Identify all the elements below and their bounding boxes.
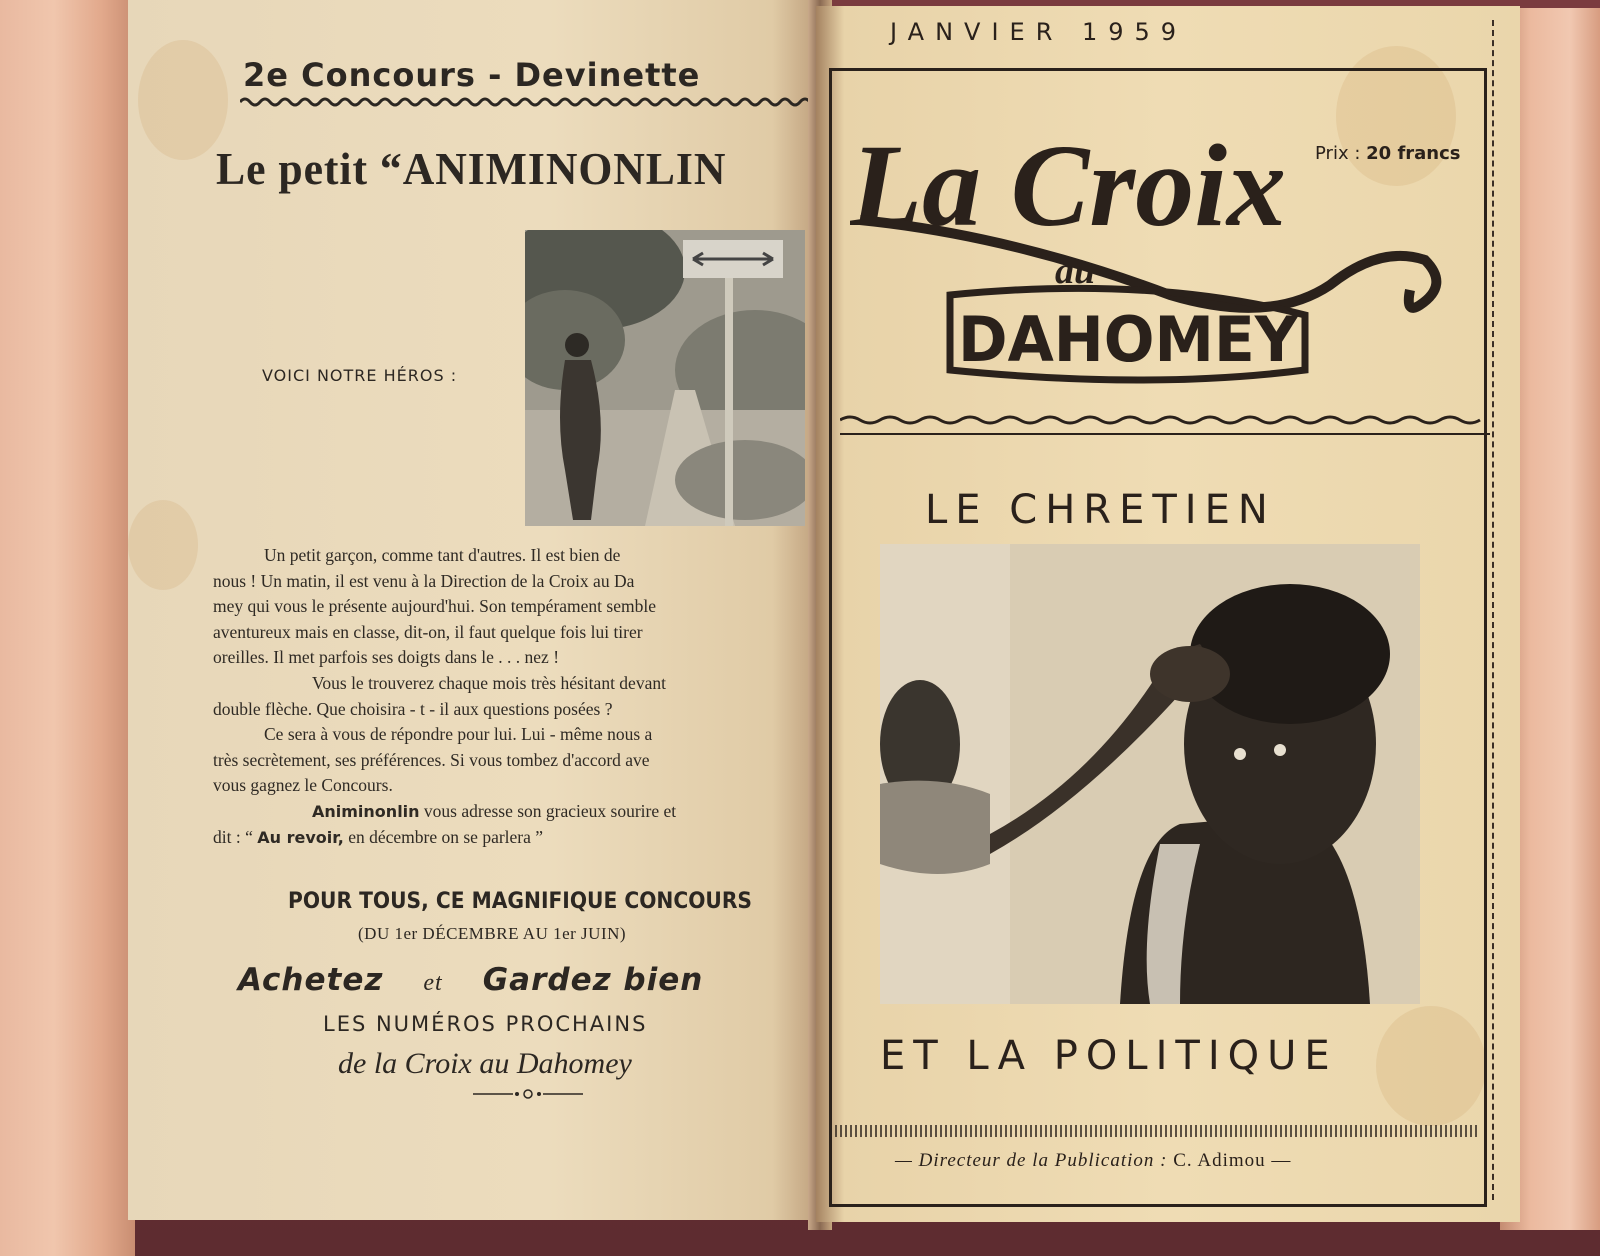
animinonlin-name: Animinonlin [312,802,420,821]
animinonlin-rest: vous adresse son gracieux sourire et [419,801,677,821]
paragraph-line: Ce sera à vous de répondre pour lui. Lui - même nous a [264,724,653,744]
headline-bottom: ET LA POLITIQUE [880,1033,1338,1079]
croix-italic-line: de la Croix au Dahomey [338,1047,632,1080]
ornament-divider [473,1088,583,1100]
gardez-word: Gardez bien [482,962,704,998]
paragraph-line: double flèche. Que choisira - t - il aux questions posées ? [213,699,613,719]
left-page [128,0,828,1220]
cover-photo [880,544,1420,1004]
numeros-line: LES NUMÉROS PROCHAINS [323,1012,648,1036]
paragraph-line: très secrètement, ses préférences. Si vous tombez d'accord ave [213,750,650,770]
paragraph-line: oreilles. Il met parfois ses doigts dans le . . . nez ! [213,647,560,667]
et-word: et [423,970,443,996]
page-edges-left [0,0,135,1256]
revoir-bold: Au revoir, [257,828,344,847]
cover-photo-illustration [880,544,1420,1004]
price-label: Prix : [1315,143,1361,164]
masthead-logo [850,85,1470,405]
logo-au: au [1055,250,1096,292]
paper-stain [128,500,198,590]
paragraph-line-revoir [213,825,543,851]
publisher-name: C. Adimou — [1173,1150,1292,1171]
cover-frame-dashed [1492,20,1496,1200]
hero-label: VOICI NOTRE HÉROS : [262,366,458,385]
concours-line: POUR TOUS, CE MAGNIFIQUE CONCOURS [288,889,753,914]
paragraph-line: aventureux mais en classe, dit-on, il faut quelque fois lui tirer [213,622,643,642]
headline-top: LE CHRETIEN [925,487,1276,533]
paragraph-line: mey qui vous le présente aujourd'hui. Son tempérament semble [213,596,656,616]
main-title: Le petit “ANIMINONLIN [216,143,727,194]
issue-date: JANVIER 1959 [890,18,1188,46]
paragraph-line: Un petit garçon, comme tant d'autres. Il est bien de [264,545,621,565]
logo-la-croix: La Croix [850,120,1286,251]
contest-title: 2e Concours - Devinette [243,56,701,94]
publisher-label: — Directeur de la Publication : [895,1150,1168,1171]
price [1315,143,1461,164]
footer-hatched-rule [830,1125,1480,1137]
hero-photo [525,230,805,526]
achetez-line [238,962,703,998]
revoir-start: dit : “ [213,827,258,847]
achetez-word: Achetez [238,962,384,998]
logo-dahomey: DAHOMEY [958,303,1300,376]
paper-stain [138,40,228,160]
paragraph-line-animinonlin [312,799,676,825]
wavy-rule [240,96,828,108]
hero-photo-illustration [525,230,805,526]
price-value: 20 francs [1366,143,1461,164]
dates-line: (DU 1er DÉCEMBRE AU 1er JUIN) [358,924,627,943]
revoir-end: en décembre on se parlera ” [343,827,544,847]
publisher-line [895,1150,1291,1172]
paragraph-line: nous ! Un matin, il est venu à la Direction de la Croix au Da [213,571,635,591]
paragraph-line: vous gagnez le Concours. [213,775,393,795]
paragraph-line: Vous le trouverez chaque mois très hésitant devant [312,673,666,693]
masthead-double-rule [840,412,1490,444]
